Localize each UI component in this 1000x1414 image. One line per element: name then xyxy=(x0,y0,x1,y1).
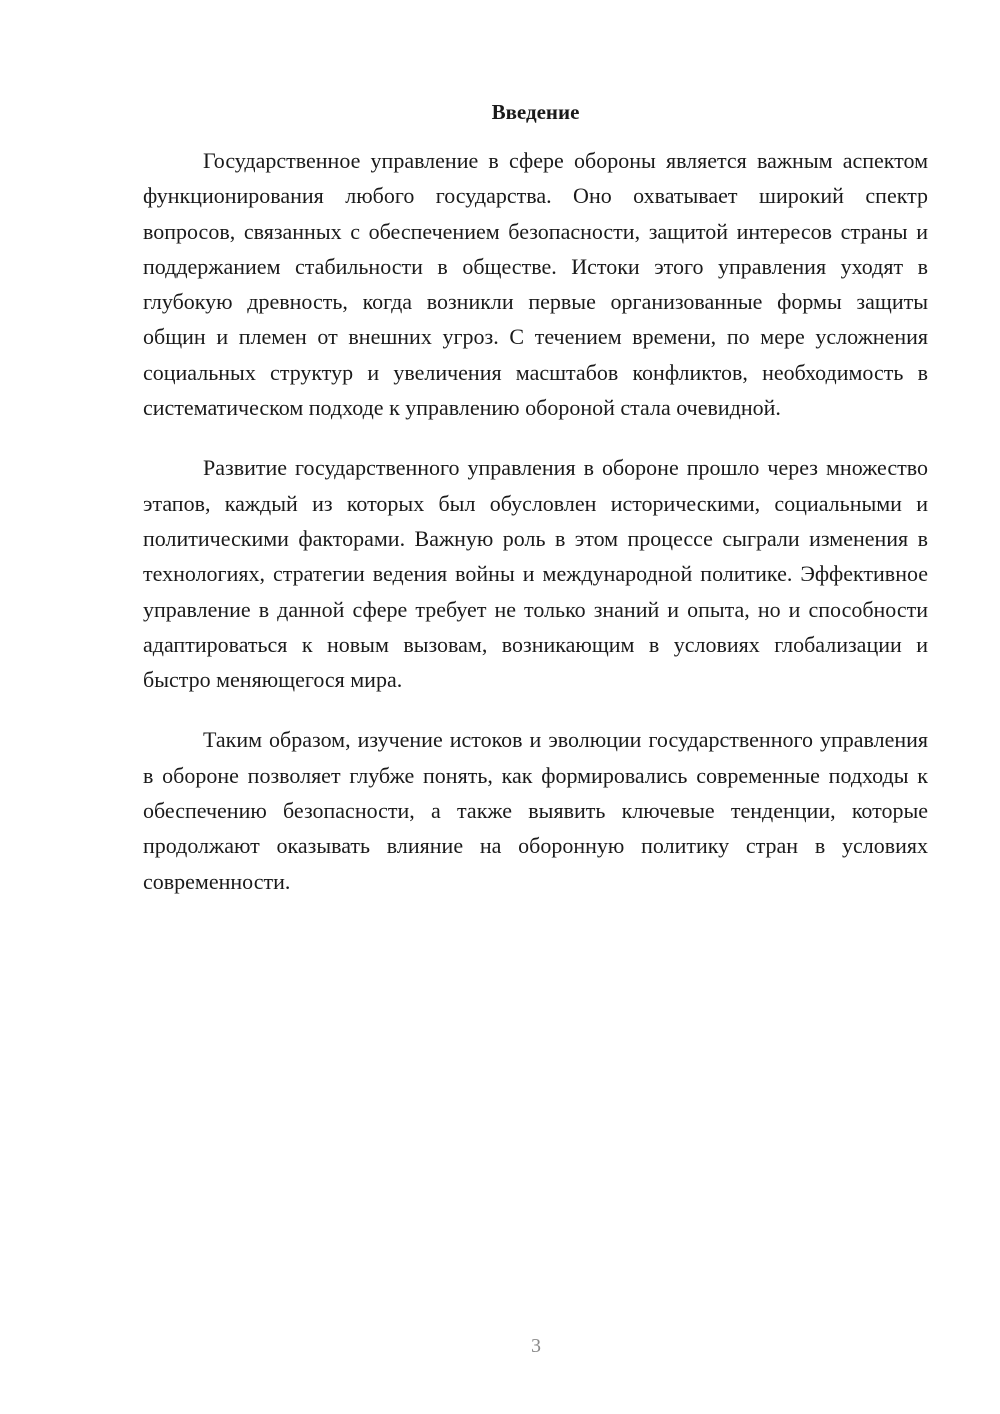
paragraph-2: Развитие государственного управления в обороне прошло через множество этапов, каждый из которых был обусловлен историческими, социальными и политическими факторами. Важную роль в этом процессе сыграли изменения в технологиях, стратегии ведения войны и международной политике. Эффективное управление в данной сфере требует не только знаний и опыта, но и способности адаптироваться к новым вызовам, возникающим в условиях глобализации и быстро меняющегося мира. xyxy=(143,455,928,693)
paragraph-3: Таким образом, изучение истоков и эволюции государственного управления в обороне позволяет глубже понять, как формировались современные подходы к обеспечению безопасности, а также выявить ключевые тенденции, которые продолжают оказывать влияние на оборонную политику стран в условиях современности. xyxy=(143,727,928,894)
paragraph-1: Государственное управление в сфере обороны является важным аспектом функционирования любого государства. Оно охватывает широкий спектр вопросов, связанных с обеспечением безопасности, защитой интересов страны и поддержанием стабильности в обществе. Истоки этого управления уходят в глубокую древность, когда возникли первые организованные формы защиты общин и племен от внешних угроз. С течением времени, по мере усложнения социальных структур и увеличения масштабов конфликтов, необходимость в систематическом подходе к управлению обороной стала очевидной. xyxy=(143,148,928,421)
body-text xyxy=(143,143,928,924)
section-heading: Введение xyxy=(491,100,580,124)
page-number: 3 xyxy=(531,1335,541,1357)
